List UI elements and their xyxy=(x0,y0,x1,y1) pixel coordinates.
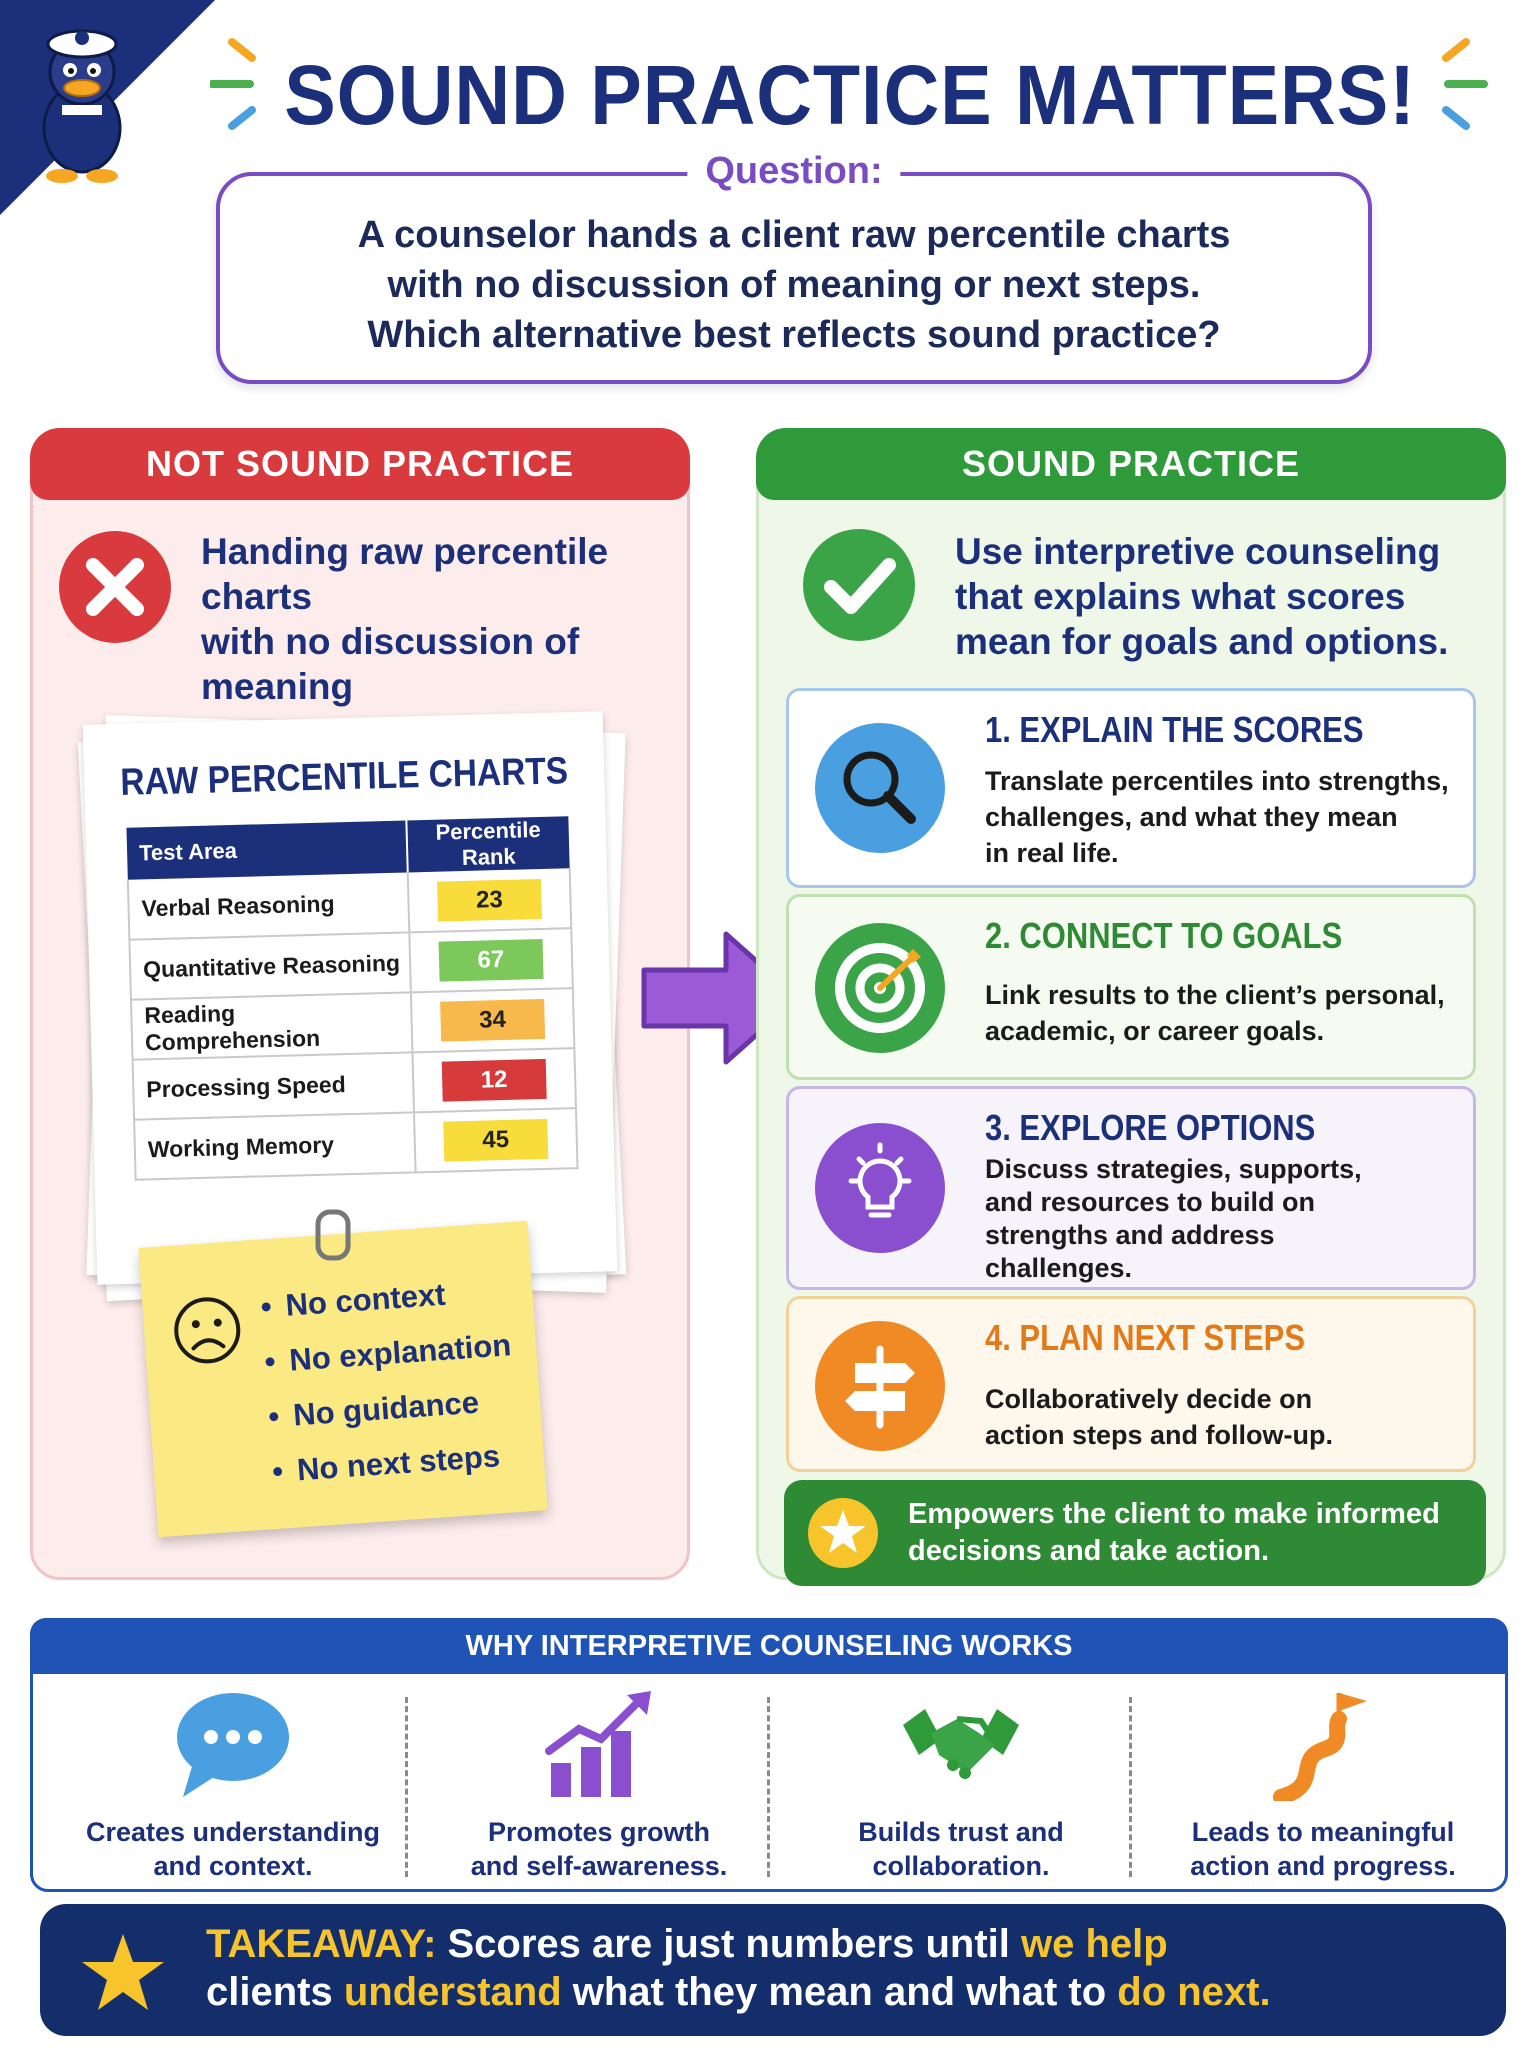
step-line: action steps and follow-up. xyxy=(985,1420,1334,1450)
column-header-percentile-rank: Percentile Rank xyxy=(406,816,569,872)
step-line: Link results to the client’s personal, xyxy=(985,980,1445,1010)
star-badge-icon xyxy=(806,1496,880,1570)
why-line: and self-awareness. xyxy=(470,1851,728,1881)
list-item: • No next steps xyxy=(270,1427,520,1499)
takeaway-text-part: Scores are just numbers until xyxy=(436,1922,1021,1966)
rank-cell xyxy=(414,1108,578,1172)
burst-right-icon xyxy=(1408,28,1488,138)
question-label: Question: xyxy=(687,150,900,193)
step-line: and resources to build on xyxy=(985,1187,1316,1217)
column-header-test-area: Test Area xyxy=(126,820,407,879)
sad-face-icon xyxy=(170,1293,245,1368)
title-row xyxy=(200,40,1500,150)
takeaway-line-1 xyxy=(206,1920,1271,1968)
path-flag-icon xyxy=(1263,1689,1383,1801)
sound-line: mean for goals and options. xyxy=(955,621,1449,662)
rank-cell xyxy=(408,868,572,932)
raw-percentile-chart-sheet xyxy=(83,711,617,1284)
step-line: academic, or career goals. xyxy=(985,1016,1325,1046)
empower-line: decisions and take action. xyxy=(908,1535,1269,1567)
why-item-text xyxy=(53,1815,413,1883)
percentile-rank-badge: 23 xyxy=(437,878,542,921)
percentile-rank-badge: 12 xyxy=(442,1059,547,1102)
signpost-icon xyxy=(815,1321,945,1451)
star-icon xyxy=(80,1932,166,2014)
why-line: and context. xyxy=(153,1851,313,1881)
step-line: challenges. xyxy=(985,1253,1133,1283)
why-line: Builds trust and xyxy=(858,1817,1064,1847)
raw-chart-title: RAW PERCENTILE CHARTS xyxy=(119,750,569,804)
step-title: 1. EXPLAIN THE SCORES xyxy=(985,709,1364,750)
why-line: Creates understanding xyxy=(85,1817,381,1847)
magnifier-icon xyxy=(815,723,945,853)
why-item-text xyxy=(419,1815,779,1883)
why-item xyxy=(1143,1677,1503,1887)
step-line: Discuss strategies, supports, xyxy=(985,1154,1362,1184)
lightbulb-icon xyxy=(815,1123,945,1253)
raw-percentile-table xyxy=(125,816,578,1181)
step-line: Collaboratively decide on xyxy=(985,1384,1313,1414)
step-explore-options xyxy=(786,1086,1476,1290)
sticky-note xyxy=(138,1221,547,1537)
test-area-cell: Verbal Reasoning xyxy=(128,872,409,939)
takeaway-label: TAKEAWAY: xyxy=(206,1922,437,1966)
growth-chart-icon xyxy=(539,1689,659,1801)
not-sound-practice-header: NOT SOUND PRACTICE xyxy=(30,428,690,500)
test-area-cell: Quantitative Reasoning xyxy=(129,932,410,999)
target-icon xyxy=(815,923,945,1053)
percentile-rank-badge: 67 xyxy=(438,939,543,982)
question-text xyxy=(220,210,1368,360)
dashed-divider xyxy=(405,1697,408,1877)
takeaway-highlight: we help xyxy=(1021,1922,1168,1966)
checkmark-icon xyxy=(803,529,915,641)
rank-cell xyxy=(412,1048,576,1112)
sound-line: that explains what scores xyxy=(955,576,1406,617)
test-area-cell: Processing Speed xyxy=(133,1052,414,1119)
step-title: 4. PLAN NEXT STEPS xyxy=(985,1317,1305,1358)
takeaway-highlight: do next. xyxy=(1117,1970,1271,2014)
takeaway-highlight: understand xyxy=(343,1970,562,2014)
table-row xyxy=(134,1108,577,1180)
why-item xyxy=(781,1677,1141,1887)
page-title: SOUND PRACTICE MATTERS! xyxy=(284,47,1416,142)
step-line: in real life. xyxy=(985,838,1119,868)
empower-line: Empowers the client to make informed xyxy=(908,1498,1440,1530)
empower-banner xyxy=(784,1480,1486,1586)
takeaway-line-2 xyxy=(206,1968,1271,2016)
question-box xyxy=(216,150,1372,384)
step-body xyxy=(985,1381,1455,1453)
empower-text xyxy=(908,1496,1440,1570)
dashed-divider xyxy=(767,1697,770,1877)
test-area-cell: Working Memory xyxy=(134,1112,415,1179)
step-line: Translate percentiles into strengths, xyxy=(985,766,1449,796)
step-explain-scores xyxy=(786,688,1476,888)
corner-mascot xyxy=(0,0,215,215)
why-item-text xyxy=(781,1815,1141,1883)
test-area-cell: Reading Comprehension xyxy=(131,992,412,1059)
why-item xyxy=(419,1677,779,1887)
step-body xyxy=(985,763,1455,871)
takeaway-text-part: clients xyxy=(206,1970,344,2014)
not-sound-line: with no discussion of meaning xyxy=(201,621,580,707)
why-line: collaboration. xyxy=(872,1851,1050,1881)
speech-bubble-icon xyxy=(173,1689,293,1801)
why-line: Promotes growth xyxy=(487,1817,710,1847)
why-item-text xyxy=(1143,1815,1503,1883)
sound-line: Use interpretive counseling xyxy=(955,531,1441,572)
rank-cell xyxy=(411,988,575,1052)
x-mark-icon xyxy=(59,531,171,643)
question-line: A counselor hands a client raw percentile charts xyxy=(357,214,1231,256)
why-section-header: WHY INTERPRETIVE COUNSELING WORKS xyxy=(30,1618,1508,1674)
sticky-note-list xyxy=(259,1262,521,1499)
why-line: Leads to meaningful xyxy=(1191,1817,1455,1847)
step-title: 2. CONNECT TO GOALS xyxy=(985,915,1343,956)
rank-cell xyxy=(409,928,573,992)
sound-description xyxy=(955,529,1448,664)
list-item: • No guidance xyxy=(267,1372,517,1444)
duck-sailor-mascot-icon xyxy=(44,31,120,183)
sound-practice-header: SOUND PRACTICE xyxy=(756,428,1506,500)
step-plan-next-steps xyxy=(786,1296,1476,1472)
takeaway-text xyxy=(206,1920,1271,2016)
percentile-rank-badge: 34 xyxy=(440,999,545,1042)
takeaway-banner xyxy=(40,1904,1506,2036)
handshake-icon xyxy=(901,1689,1021,1801)
step-body xyxy=(985,977,1455,1049)
step-body xyxy=(985,1153,1455,1285)
list-item: • No context xyxy=(259,1262,509,1334)
step-connect-goals xyxy=(786,894,1476,1080)
paper-clip-icon xyxy=(306,1208,366,1268)
step-line: challenges, and what they mean xyxy=(985,802,1398,832)
step-line: strengths and address xyxy=(985,1220,1275,1250)
percentile-rank-badge: 45 xyxy=(443,1119,548,1162)
not-sound-line: Handing raw percentile charts xyxy=(201,531,609,617)
why-interpretive-counseling-section xyxy=(30,1618,1508,1892)
why-item xyxy=(53,1677,413,1887)
question-line: Which alternative best reflects sound practice? xyxy=(367,314,1221,356)
why-line: action and progress. xyxy=(1190,1851,1456,1881)
takeaway-text-part: what they mean and what to xyxy=(561,1970,1118,2014)
dashed-divider xyxy=(1129,1697,1132,1877)
step-title: 3. EXPLORE OPTIONS xyxy=(985,1107,1316,1148)
list-item: • No explanation xyxy=(263,1317,513,1389)
question-line: with no discussion of meaning or next steps. xyxy=(387,264,1201,306)
